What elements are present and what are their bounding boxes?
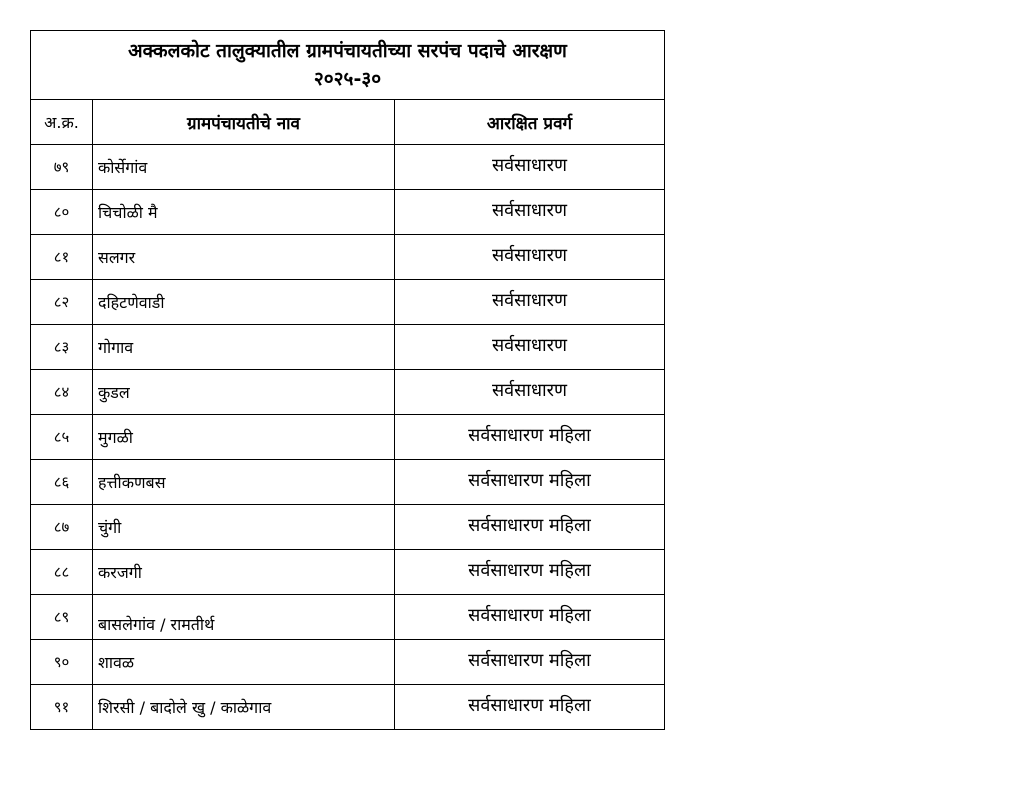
- table-row: [31, 190, 665, 235]
- table-row: [31, 235, 665, 280]
- row-number: ८६: [31, 460, 93, 505]
- reservation-document: [30, 30, 664, 730]
- row-gram-panchayat-name: दहिटणेवाडी: [93, 280, 395, 325]
- row-gram-panchayat-name: शावळ: [93, 640, 395, 685]
- row-reserved-category: सर्वसाधारण महिला: [395, 550, 665, 595]
- title-line-2: २०२५-३०: [313, 68, 382, 90]
- row-reserved-category: सर्वसाधारण महिला: [395, 505, 665, 550]
- table-row: [31, 505, 665, 550]
- row-gram-panchayat-name: कोर्सेगांव: [93, 145, 395, 190]
- row-gram-panchayat-name: गोगाव: [93, 325, 395, 370]
- table-row: [31, 685, 665, 730]
- row-reserved-category: सर्वसाधारण महिला: [395, 460, 665, 505]
- row-gram-panchayat-name: मुगळी: [93, 415, 395, 460]
- row-gram-panchayat-name: चिचोळी मै: [93, 190, 395, 235]
- row-gram-panchayat-name: सलगर: [93, 235, 395, 280]
- row-number: ८२: [31, 280, 93, 325]
- row-gram-panchayat-name: हत्तीकणबस: [93, 460, 395, 505]
- table-row: [31, 640, 665, 685]
- header-category: आरक्षित प्रवर्ग: [395, 100, 665, 145]
- row-number: ८४: [31, 370, 93, 415]
- header-name: ग्रामपंचायतीचे नाव: [93, 100, 395, 145]
- row-reserved-category: सर्वसाधारण: [395, 145, 665, 190]
- table-row: [31, 550, 665, 595]
- row-reserved-category: सर्वसाधारण: [395, 325, 665, 370]
- row-number: ८१: [31, 235, 93, 280]
- row-reserved-category: सर्वसाधारण: [395, 235, 665, 280]
- row-reserved-category: सर्वसाधारण महिला: [395, 685, 665, 730]
- row-reserved-category: सर्वसाधारण: [395, 370, 665, 415]
- row-gram-panchayat-name: चुंगी: [93, 505, 395, 550]
- table-row: [31, 460, 665, 505]
- row-number: ८७: [31, 505, 93, 550]
- row-gram-panchayat-name: कुडल: [93, 370, 395, 415]
- row-reserved-category: सर्वसाधारण: [395, 280, 665, 325]
- title-line-1: अक्कलकोट तालुक्यातील ग्रामपंचायतीच्या सरपंच पदाचे आरक्षण: [128, 40, 567, 62]
- reservation-table: [30, 30, 665, 730]
- row-gram-panchayat-name: करजगी: [93, 550, 395, 595]
- row-reserved-category: सर्वसाधारण महिला: [395, 415, 665, 460]
- table-row: [31, 595, 665, 640]
- table-row: [31, 415, 665, 460]
- row-number: ८०: [31, 190, 93, 235]
- row-number: ८५: [31, 415, 93, 460]
- row-reserved-category: सर्वसाधारण महिला: [395, 595, 665, 640]
- row-number: ८३: [31, 325, 93, 370]
- table-row: [31, 325, 665, 370]
- row-gram-panchayat-name: बासलेगांव / रामतीर्थ: [93, 595, 395, 640]
- table-row: [31, 280, 665, 325]
- header-number: अ.क्र.: [31, 100, 93, 145]
- row-number: ८९: [31, 595, 93, 640]
- row-reserved-category: सर्वसाधारण महिला: [395, 640, 665, 685]
- table-row: [31, 370, 665, 415]
- row-number: ८८: [31, 550, 93, 595]
- title-row: [31, 31, 665, 100]
- document-title: [31, 31, 665, 100]
- row-number: ७९: [31, 145, 93, 190]
- header-row: [31, 100, 665, 145]
- row-number: ९०: [31, 640, 93, 685]
- row-number: ९१: [31, 685, 93, 730]
- row-gram-panchayat-name: शिरसी / बादोले खु / काळेगाव: [93, 685, 395, 730]
- table-row: [31, 145, 665, 190]
- row-reserved-category: सर्वसाधारण: [395, 190, 665, 235]
